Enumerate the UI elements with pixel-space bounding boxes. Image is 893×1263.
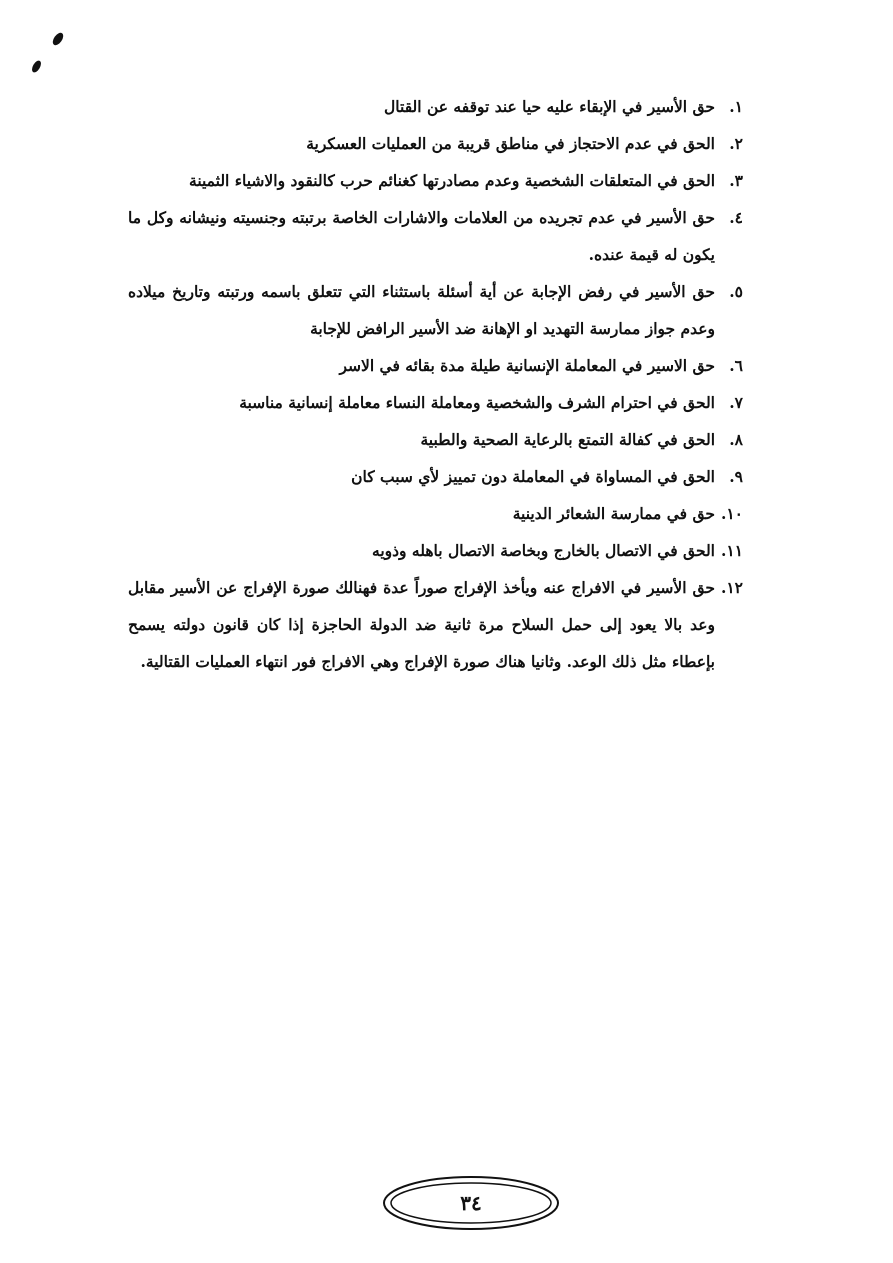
item-text: حق الأسير في رفض الإجابة عن أية أسئلة باستثناء التي تتعلق باسمه ورتبته وتاريخ ميلاده وعدم جواز ممارسة التهديد او الإهانة ضد الأسير الرافض للإجابة xyxy=(128,282,715,338)
list-item xyxy=(128,273,743,347)
item-text: حق الأسير في عدم تجريده من العلامات والاشارات الخاصة برتبته وجنسيته ونيشانه وكل ما يكون له قيمة عنده. xyxy=(128,208,715,264)
list-item xyxy=(128,125,743,162)
list-item xyxy=(128,384,743,421)
item-text: الحق في عدم الاحتجاز في مناطق قريبة من العمليات العسكرية xyxy=(306,134,715,153)
item-number: ٦. xyxy=(729,356,743,375)
rights-list xyxy=(128,88,743,680)
list-item xyxy=(128,199,743,273)
list-item xyxy=(128,458,743,495)
item-number: ٧. xyxy=(729,393,743,412)
item-text: الحق في المتعلقات الشخصية وعدم مصادرتها كغنائم حرب كالنقود والاشياء الثمينة xyxy=(189,171,715,190)
list-item xyxy=(128,88,743,125)
item-number: ١٠. xyxy=(720,504,743,523)
item-text: حق في ممارسة الشعائر الدينية xyxy=(512,504,715,523)
item-number: ٥. xyxy=(729,282,743,301)
item-number: ٢. xyxy=(729,134,743,153)
item-number: ١٢. xyxy=(720,578,743,597)
item-text: حق الأسير في الافراج عنه ويأخذ الإفراج صوراً عدة فهنالك صورة الإفراج عن الأسير مقابل وعد بالا يعود إلى حمل السلاح مرة ثانية ضد الدولة الحاجزة إذا كان قانون دولته يسمح بإعطاء مثل ذلك الوعد. وثانيا هناك صورة الإفراج وهي الافراج فور انتهاء العمليات القتالية. xyxy=(128,578,715,671)
item-text: الحق في كفالة التمتع بالرعاية الصحية والطبية xyxy=(420,430,715,449)
item-number: ١١. xyxy=(720,541,743,560)
item-text: الحق في الاتصال بالخارج وبخاصة الاتصال باهله وذويه xyxy=(372,541,715,560)
item-text: الحق في المساواة في المعاملة دون تمييز لأي سبب كان xyxy=(351,467,715,486)
item-text: حق الاسير في المعاملة الإنسانية طيلة مدة بقائه في الاسر xyxy=(339,356,715,375)
item-text: الحق في احترام الشرف والشخصية ومعاملة النساء معاملة إنسانية مناسبة xyxy=(239,393,715,412)
item-number: ٨. xyxy=(729,430,743,449)
list-item xyxy=(128,495,743,532)
list-item xyxy=(128,347,743,384)
ink-mark-top xyxy=(51,31,66,47)
list-item xyxy=(128,569,743,680)
list-item xyxy=(128,162,743,199)
page-number: ٣٤ xyxy=(460,1191,482,1215)
ink-mark-bottom xyxy=(30,59,43,74)
item-number: ٣. xyxy=(729,171,743,190)
item-number: ٤. xyxy=(729,208,743,227)
list-item xyxy=(128,421,743,458)
item-number: ١. xyxy=(729,97,743,116)
list-item xyxy=(128,532,743,569)
item-number: ٩. xyxy=(729,467,743,486)
item-text: حق الأسير في الإبقاء عليه حيا عند توقفه عن القتال xyxy=(384,97,715,116)
